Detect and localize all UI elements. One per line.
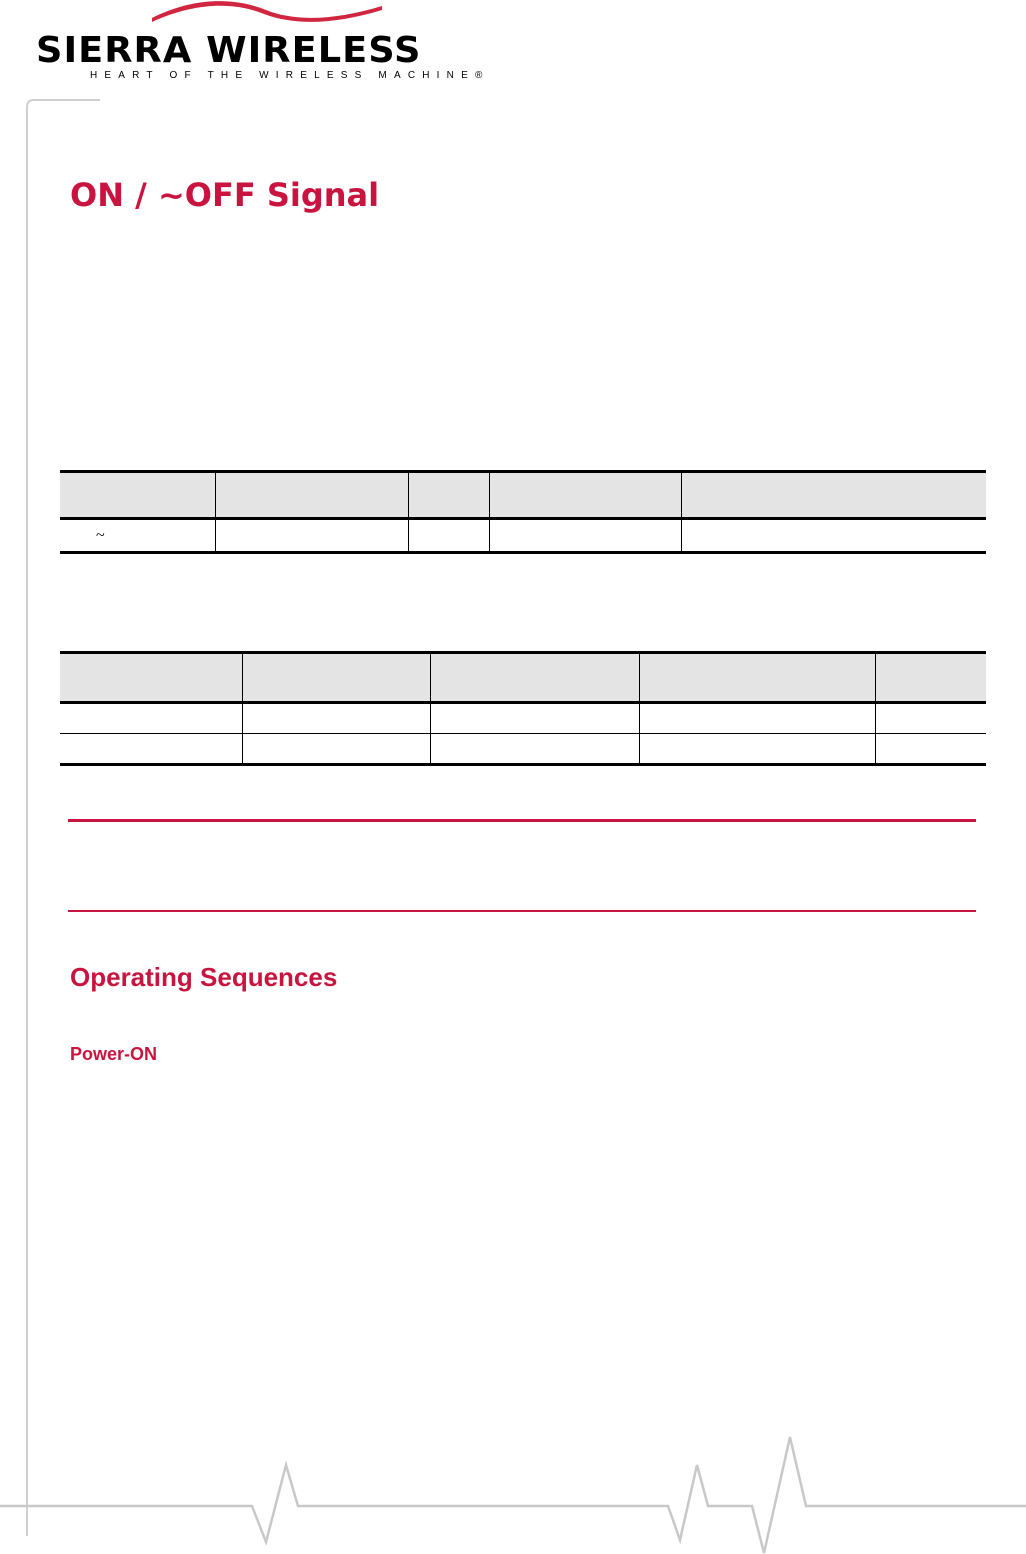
- table-cell: [681, 519, 986, 553]
- note-top-rule: [68, 819, 976, 822]
- table-header-row: [60, 472, 986, 519]
- table-header-row: [60, 653, 986, 703]
- table-header-cell: [681, 472, 986, 519]
- note-bottom-rule: [68, 910, 976, 912]
- table-header-cell: [408, 472, 489, 519]
- swoosh-icon: [146, 0, 386, 22]
- table-header-cell: [430, 653, 639, 703]
- table-cell: [215, 519, 408, 553]
- subsection-title: Operating Sequences: [70, 962, 338, 992]
- table-cell: [242, 703, 430, 734]
- sierra-wireless-logo: [36, 0, 490, 90]
- table-cell: [242, 734, 430, 765]
- characteristics-table: [60, 651, 986, 766]
- table-cell: [60, 734, 242, 765]
- table-cell: [875, 703, 986, 734]
- brand-wordmark: SIERRA WIRELESS: [36, 30, 422, 71]
- brand-tagline: HEART OF THE WIRELESS MACHINE®: [90, 70, 490, 81]
- table-header-cell: [215, 472, 408, 519]
- table-cell: [430, 703, 639, 734]
- section-title: ON / ~OFF Signal: [70, 176, 380, 214]
- table-row: [60, 703, 986, 734]
- table-cell: [430, 734, 639, 765]
- table-header-cell: [60, 472, 215, 519]
- signal-table: [60, 470, 986, 554]
- table-header-cell: [875, 653, 986, 703]
- table-cell: [875, 734, 986, 765]
- subsubsection-title: Power-ON: [70, 1044, 158, 1064]
- table-header-cell: [60, 653, 242, 703]
- table-header-cell: [639, 653, 875, 703]
- table-cell: [639, 734, 875, 765]
- table-cell: [408, 519, 489, 553]
- table-cell: ~: [96, 526, 105, 544]
- table-row: [60, 734, 986, 765]
- table-header-cell: [242, 653, 430, 703]
- table-cell: [639, 703, 875, 734]
- table-cell: [489, 519, 681, 553]
- table-cell: [60, 703, 242, 734]
- table-row: [60, 519, 986, 553]
- table-header-cell: [489, 472, 681, 519]
